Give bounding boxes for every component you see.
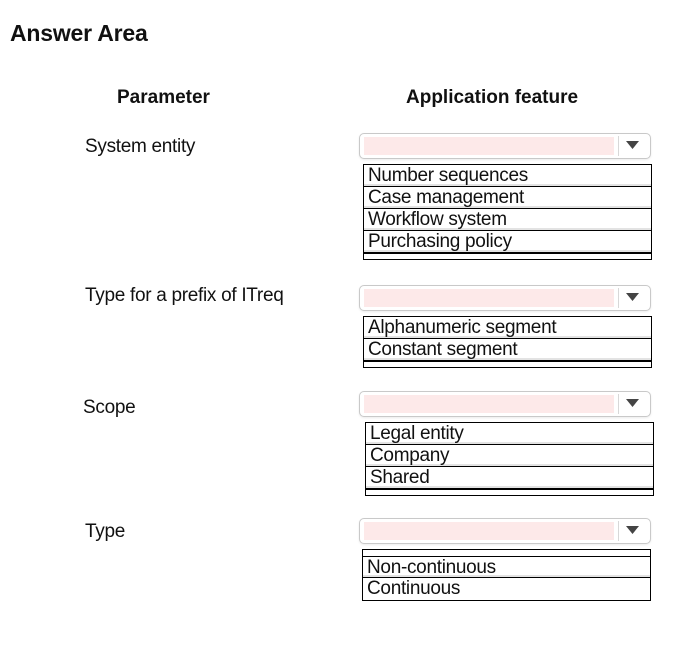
param-label-type: Type [85, 521, 125, 542]
dropdown-prefix-type[interactable] [359, 285, 651, 311]
dropdown-selected-value [364, 522, 614, 540]
option-case-management[interactable]: Case management [364, 187, 651, 209]
options-list-type [362, 549, 651, 601]
dropdown-toggle-button[interactable] [618, 288, 646, 308]
triangle-down-icon [626, 293, 639, 301]
option-alphanumeric-segment[interactable]: Alphanumeric segment [364, 317, 651, 339]
dropdown-type[interactable] [359, 518, 651, 544]
option-purchasing-policy[interactable]: Purchasing policy [364, 231, 651, 253]
param-label-scope: Scope [83, 397, 136, 418]
option-legal-entity[interactable]: Legal entity [366, 423, 653, 445]
option-continuous[interactable]: Continuous [367, 578, 461, 599]
option-shared[interactable]: Shared [366, 467, 653, 489]
options-list-end [364, 253, 651, 259]
options-list-prefix-type [363, 316, 652, 368]
options-list-end [364, 361, 651, 367]
options-list-end [366, 489, 653, 495]
options-list-scope [365, 422, 654, 496]
parameter-column-header: Parameter [117, 87, 210, 108]
triangle-down-icon [626, 526, 639, 534]
option-constant-segment[interactable]: Constant segment [364, 339, 651, 361]
dropdown-toggle-button[interactable] [618, 136, 646, 156]
options-list-system-entity [363, 164, 652, 260]
param-label-system-entity: System entity [85, 136, 196, 157]
triangle-down-icon [626, 399, 639, 407]
dropdown-toggle-button[interactable] [618, 394, 646, 414]
option-workflow-system[interactable]: Workflow system [364, 209, 651, 231]
dropdown-selected-value [364, 137, 614, 155]
option-number-sequences[interactable]: Number sequences [364, 165, 651, 187]
dropdown-selected-value [364, 395, 614, 413]
dropdown-selected-value [364, 289, 614, 307]
option-non-continuous[interactable]: Non-continuous [363, 556, 650, 578]
page-title: Answer Area [10, 20, 148, 46]
feature-column-header: Application feature [406, 87, 579, 108]
triangle-down-icon [626, 141, 639, 149]
dropdown-toggle-button[interactable] [618, 521, 646, 541]
dropdown-scope[interactable] [359, 391, 651, 417]
option-company[interactable]: Company [366, 445, 653, 467]
dropdown-system-entity[interactable] [359, 133, 651, 159]
param-label-prefix-type: Type for a prefix of ITreq [85, 285, 284, 306]
